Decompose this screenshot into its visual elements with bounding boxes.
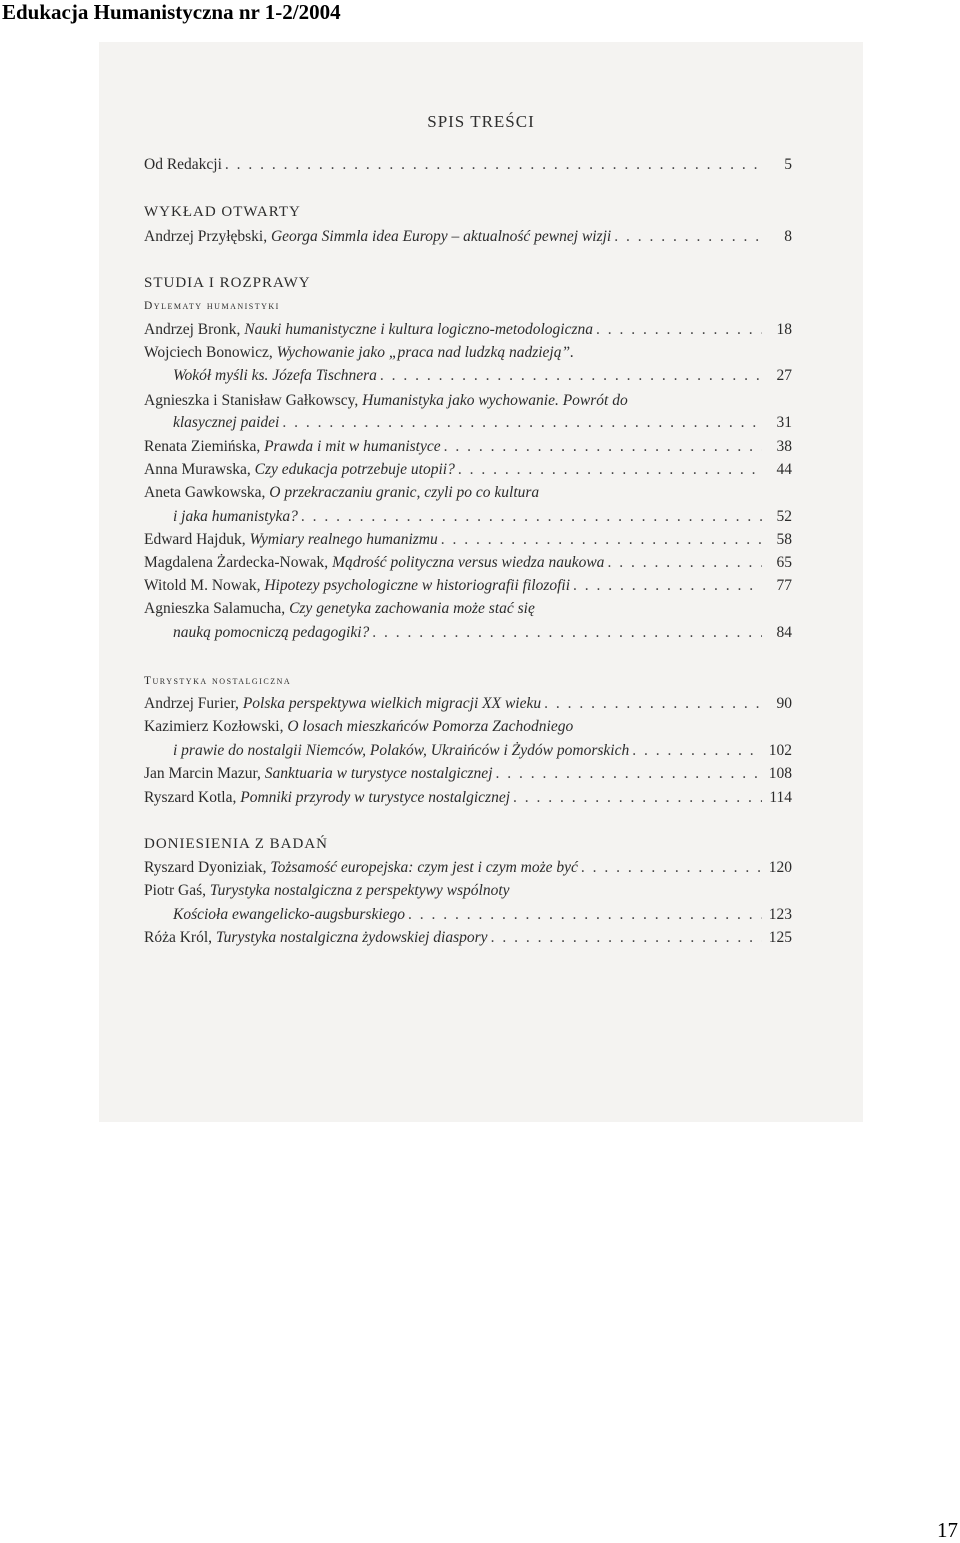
toc-entry — [144, 321, 792, 343]
entry-author: Agnieszka Salamucha, — [144, 600, 286, 617]
toc-entry-continuation — [173, 414, 792, 436]
toc-entry-continuation — [173, 906, 792, 928]
toc-entry — [144, 718, 792, 740]
toc-entry — [144, 531, 792, 553]
entry-title: Wymiary realnego humanizmu — [249, 531, 438, 548]
entry-author: Piotr Gaś, — [144, 882, 206, 899]
toc-entry — [144, 929, 792, 951]
toc-entry — [144, 882, 792, 904]
entry-title-cont: nauką pomocniczą pedagogiki? — [173, 624, 370, 641]
entry-author: Aneta Gawkowska, — [144, 484, 266, 501]
toc-entry-od-redakcji — [144, 156, 792, 178]
entry-title: Czy genetyka zachowania może stać się — [289, 600, 535, 617]
section-heading-studia: STUDIA I ROZPRAWY — [144, 275, 311, 291]
page-ref: 125 — [768, 929, 792, 946]
page-ref: 31 — [776, 414, 792, 431]
entry-title: Georga Simmla idea Europy – aktualność pewnej wizji — [270, 228, 612, 245]
entry-title: O losach mieszkańców Pomorza Zachodniego — [287, 718, 574, 735]
entry-title: Czy edukacja potrzebuje utopii? — [254, 461, 455, 478]
entry-title: Mądrość polityczna versus wiedza naukowa — [332, 554, 605, 571]
toc-entry — [144, 392, 792, 414]
entry-author: Andrzej Przyłębski, — [144, 228, 268, 245]
toc-entry-continuation — [173, 367, 792, 389]
toc-entry — [144, 577, 792, 599]
toc-entry — [144, 859, 792, 881]
entry-author: Witold M. Nowak, — [144, 577, 261, 594]
entry-author: Róża Król, — [144, 929, 213, 946]
page-ref: 77 — [776, 577, 792, 594]
toc-entry — [144, 695, 792, 717]
page-ref: 102 — [768, 742, 792, 759]
toc-entry — [144, 228, 792, 250]
entry-title: Turystyka nostalgiczna żydowskiej diaspory — [215, 929, 488, 946]
toc-entry-continuation — [173, 742, 792, 764]
entry-author: Andrzej Bronk, — [144, 321, 241, 338]
entry-author: Andrzej Furier, — [144, 695, 239, 712]
page-ref: 114 — [769, 789, 792, 806]
entry-author: Jan Marcin Mazur, — [144, 765, 261, 782]
page-ref: 65 — [776, 554, 792, 571]
page-ref: 8 — [784, 228, 792, 245]
section-heading-doniesienia: DONIESIENIA Z BADAŃ — [144, 836, 328, 852]
entry-title: Prawda i mit w humanistyce — [264, 438, 441, 455]
entry-title: Humanistyka jako wychowanie. Powrót do — [362, 392, 628, 409]
page-ref: 18 — [776, 321, 792, 338]
toc-entry — [144, 484, 792, 506]
page-ref: 52 — [776, 508, 792, 525]
entry-author: Edward Hajduk, — [144, 531, 246, 548]
entry-title: Hipotezy psychologiczne w historiografii filozofii — [264, 577, 571, 594]
toc-entry — [144, 461, 792, 483]
entry-title: Polska perspektywa wielkich migracji XX wieku — [242, 695, 542, 712]
page-number: 17 — [937, 1518, 958, 1542]
entry-author: Renata Ziemińska, — [144, 438, 261, 455]
entry-title-cont: klasycznej paidei — [173, 414, 280, 431]
entry-author: Ryszard Dyoniziak, — [144, 859, 267, 876]
toc-entry — [144, 344, 792, 366]
section-heading-wyklad: WYKŁAD OTWARTY — [144, 204, 301, 220]
page-ref: 5 — [784, 156, 792, 173]
toc-entry-continuation — [173, 508, 792, 530]
toc-entry — [144, 554, 792, 576]
toc-entry — [144, 438, 792, 460]
subsection-heading-turystyka: Turystyka nostalgiczna — [144, 675, 292, 687]
entry-title: Tożsamość europejska: czym jest i czym może być — [270, 859, 578, 876]
toc-entry — [144, 600, 792, 622]
entry-title: Nauki humanistyczne i kultura logiczno-metodologiczna — [244, 321, 594, 338]
page-ref: 108 — [768, 765, 792, 782]
toc-entry — [144, 789, 792, 811]
page-ref: 44 — [776, 461, 792, 478]
subsection-heading-dylematy: Dylematy humanistyki — [144, 300, 280, 312]
entry-label: Od Redakcji — [144, 156, 222, 173]
entry-title-cont: i jaka humanistyka? — [173, 508, 298, 525]
scanned-page — [99, 42, 863, 1122]
page-ref: 38 — [776, 438, 792, 455]
toc-entry — [144, 765, 792, 787]
page-ref: 58 — [776, 531, 792, 548]
entry-title: O przekraczaniu granic, czyli po co kultura — [269, 484, 540, 501]
page-ref: 123 — [768, 906, 792, 923]
entry-title-cont: i prawie do nostalgii Niemców, Polaków, Ukraińców i Żydów pomorskich — [173, 742, 630, 759]
page-ref: 120 — [768, 859, 792, 876]
entry-author: Magdalena Żardecka-Nowak, — [144, 554, 329, 571]
page-ref: 84 — [776, 624, 792, 641]
entry-title-cont: Kościoła ewangelicko-augsburskiego — [173, 906, 406, 923]
page-ref: 27 — [776, 367, 792, 384]
entry-author: Anna Murawska, — [144, 461, 251, 478]
entry-title: Turystyka nostalgiczna z perspektywy wspólnoty — [209, 882, 510, 899]
toc-entry-continuation — [173, 624, 792, 646]
document-header: Edukacja Humanistyczna nr 1-2/2004 — [2, 0, 341, 24]
entry-title-cont: Wokół myśli ks. Józefa Tischnera — [173, 367, 377, 384]
page-ref: 90 — [776, 695, 792, 712]
entry-author: Wojciech Bonowicz, — [144, 344, 273, 361]
entry-author: Kazimierz Kozłowski, — [144, 718, 284, 735]
entry-author: Ryszard Kotla, — [144, 789, 237, 806]
entry-author: Agnieszka i Stanisław Gałkowscy, — [144, 392, 359, 409]
entry-title: Sanktuaria w turystyce nostalgicznej — [264, 765, 493, 782]
entry-title: Pomniki przyrody w turystyce nostalgicznej — [240, 789, 511, 806]
toc-title: SPIS TREŚCI — [427, 112, 535, 131]
entry-title: Wychowanie jako „praca nad ludzką nadzieją”. — [276, 344, 574, 361]
